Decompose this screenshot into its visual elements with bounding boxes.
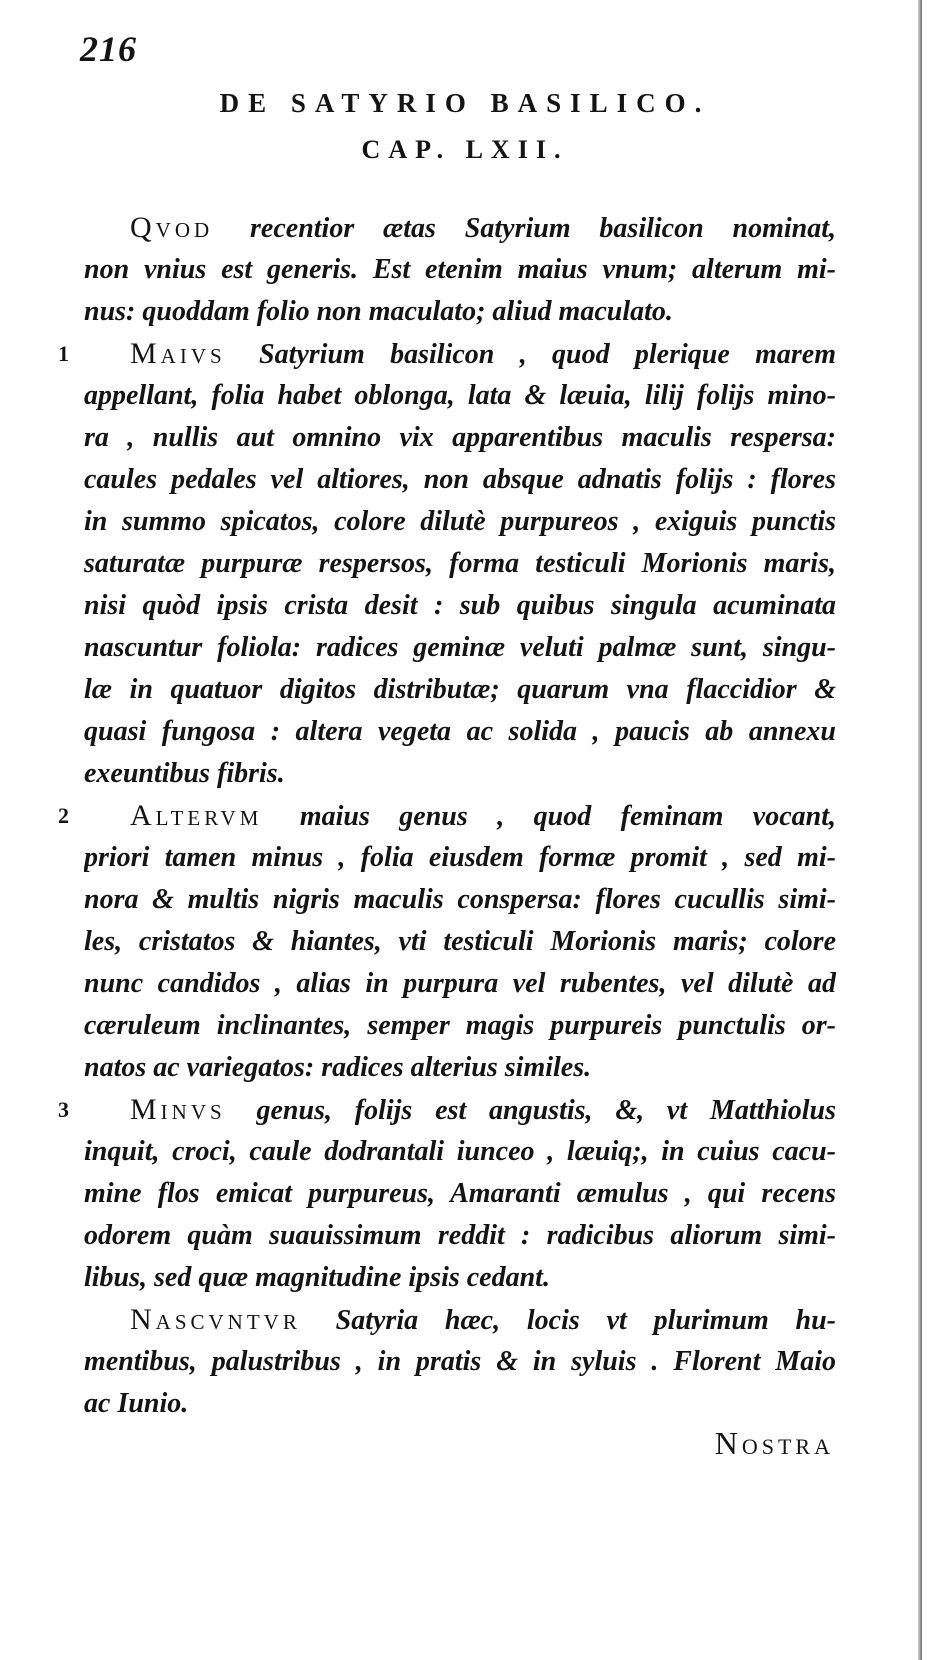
- catchword: Nostra: [714, 1425, 834, 1461]
- text-line: les, cristatos & hiantes, vti testiculi Morionis maris; colore: [84, 926, 836, 957]
- text-line: nus: quoddam folio non maculato; aliud maculato.: [84, 296, 673, 327]
- text-line: in summo spicatos, colore dilutè purpureos , exiguis punctis: [84, 506, 836, 537]
- initial-word: Altervm: [130, 799, 263, 832]
- page-edge: [918, 0, 922, 1660]
- text-line: odorem quàm suauissimum reddit : radicibus aliorum simi-: [84, 1220, 836, 1251]
- chapter-title: DE SATYRIO BASILICO.: [219, 88, 711, 118]
- text-line: nascuntur foliola: radices geminæ veluti palmæ sunt, singu-: [84, 632, 836, 663]
- text-line: læ in quatuor digitos distributæ; quarum vna flaccidior &: [84, 674, 836, 705]
- text-line: appellant, folia habet oblonga, lata & læuia, lilij folijs mino-: [84, 380, 836, 411]
- margin-number: 3: [58, 1097, 69, 1122]
- text-line: priori tamen minus , folia eiusdem formæ promit , sed mi-: [84, 842, 836, 873]
- text-line: nunc candidos , alias in purpura vel rubentes, vel dilutè ad: [84, 968, 836, 999]
- text-line: libus, sed quæ magnitudine ipsis cedant.: [84, 1262, 550, 1293]
- text-line: Altervm maius genus , quod feminam vocant,: [130, 799, 836, 832]
- text-line: non vnius est generis. Est etenim maius vnum; alterum mi-: [84, 254, 836, 285]
- text-line: exeuntibus fibris.: [84, 758, 285, 789]
- text-line: inquit, croci, caule dodrantali iunceo , læuiq;, in cuius cacu-: [84, 1136, 836, 1167]
- text-line: cæruleum inclinantes, semper magis purpureis punctulis or-: [84, 1010, 836, 1041]
- initial-word: Minvs: [130, 1093, 226, 1126]
- initial-word: Qvod: [130, 211, 214, 244]
- text-line: quasi fungosa : altera vegeta ac solida , paucis ab annexu: [84, 716, 836, 747]
- text-line: Qvod recentior ætas Satyrium basilicon nominat,: [130, 211, 836, 244]
- text-line: saturatæ purpuræ respersos, forma testiculi Morionis maris,: [84, 548, 836, 579]
- initial-word: Nascvntvr: [130, 1303, 301, 1336]
- chapter-number: CAP. LXII.: [361, 135, 569, 164]
- text-line: mine flos emicat purpureus, Amaranti æmulus , qui recens: [84, 1178, 836, 1209]
- text-line: caules pedales vel altiores, non absque adnatis folijs : flores: [84, 464, 836, 495]
- text-line: Minvs genus, folijs est angustis, &, vt Matthiolus: [130, 1093, 836, 1126]
- text-line: nisi quòd ipsis crista desit : sub quibus singula acuminata: [84, 590, 836, 621]
- text-line: nora & multis nigris maculis conspersa: flores cucullis simi-: [84, 884, 836, 915]
- text-line: Nascvntvr Satyria hæc, locis vt plurimum hu-: [130, 1303, 836, 1336]
- text-line: ac Iunio.: [84, 1388, 189, 1419]
- margin-number: 2: [58, 803, 69, 828]
- text-line: natos ac variegatos: radices alterius similes.: [84, 1052, 592, 1083]
- text-line: mentibus, palustribus , in pratis & in syluis . Florent Maio: [84, 1346, 836, 1377]
- initial-word: Maivs: [130, 337, 226, 370]
- margin-number: 1: [58, 341, 69, 366]
- text-line: Maivs Satyrium basilicon , quod plerique marem: [130, 337, 836, 370]
- page-number: 216: [80, 29, 137, 69]
- text-line: ra , nullis aut omnino vix apparentibus maculis respersa:: [84, 422, 836, 453]
